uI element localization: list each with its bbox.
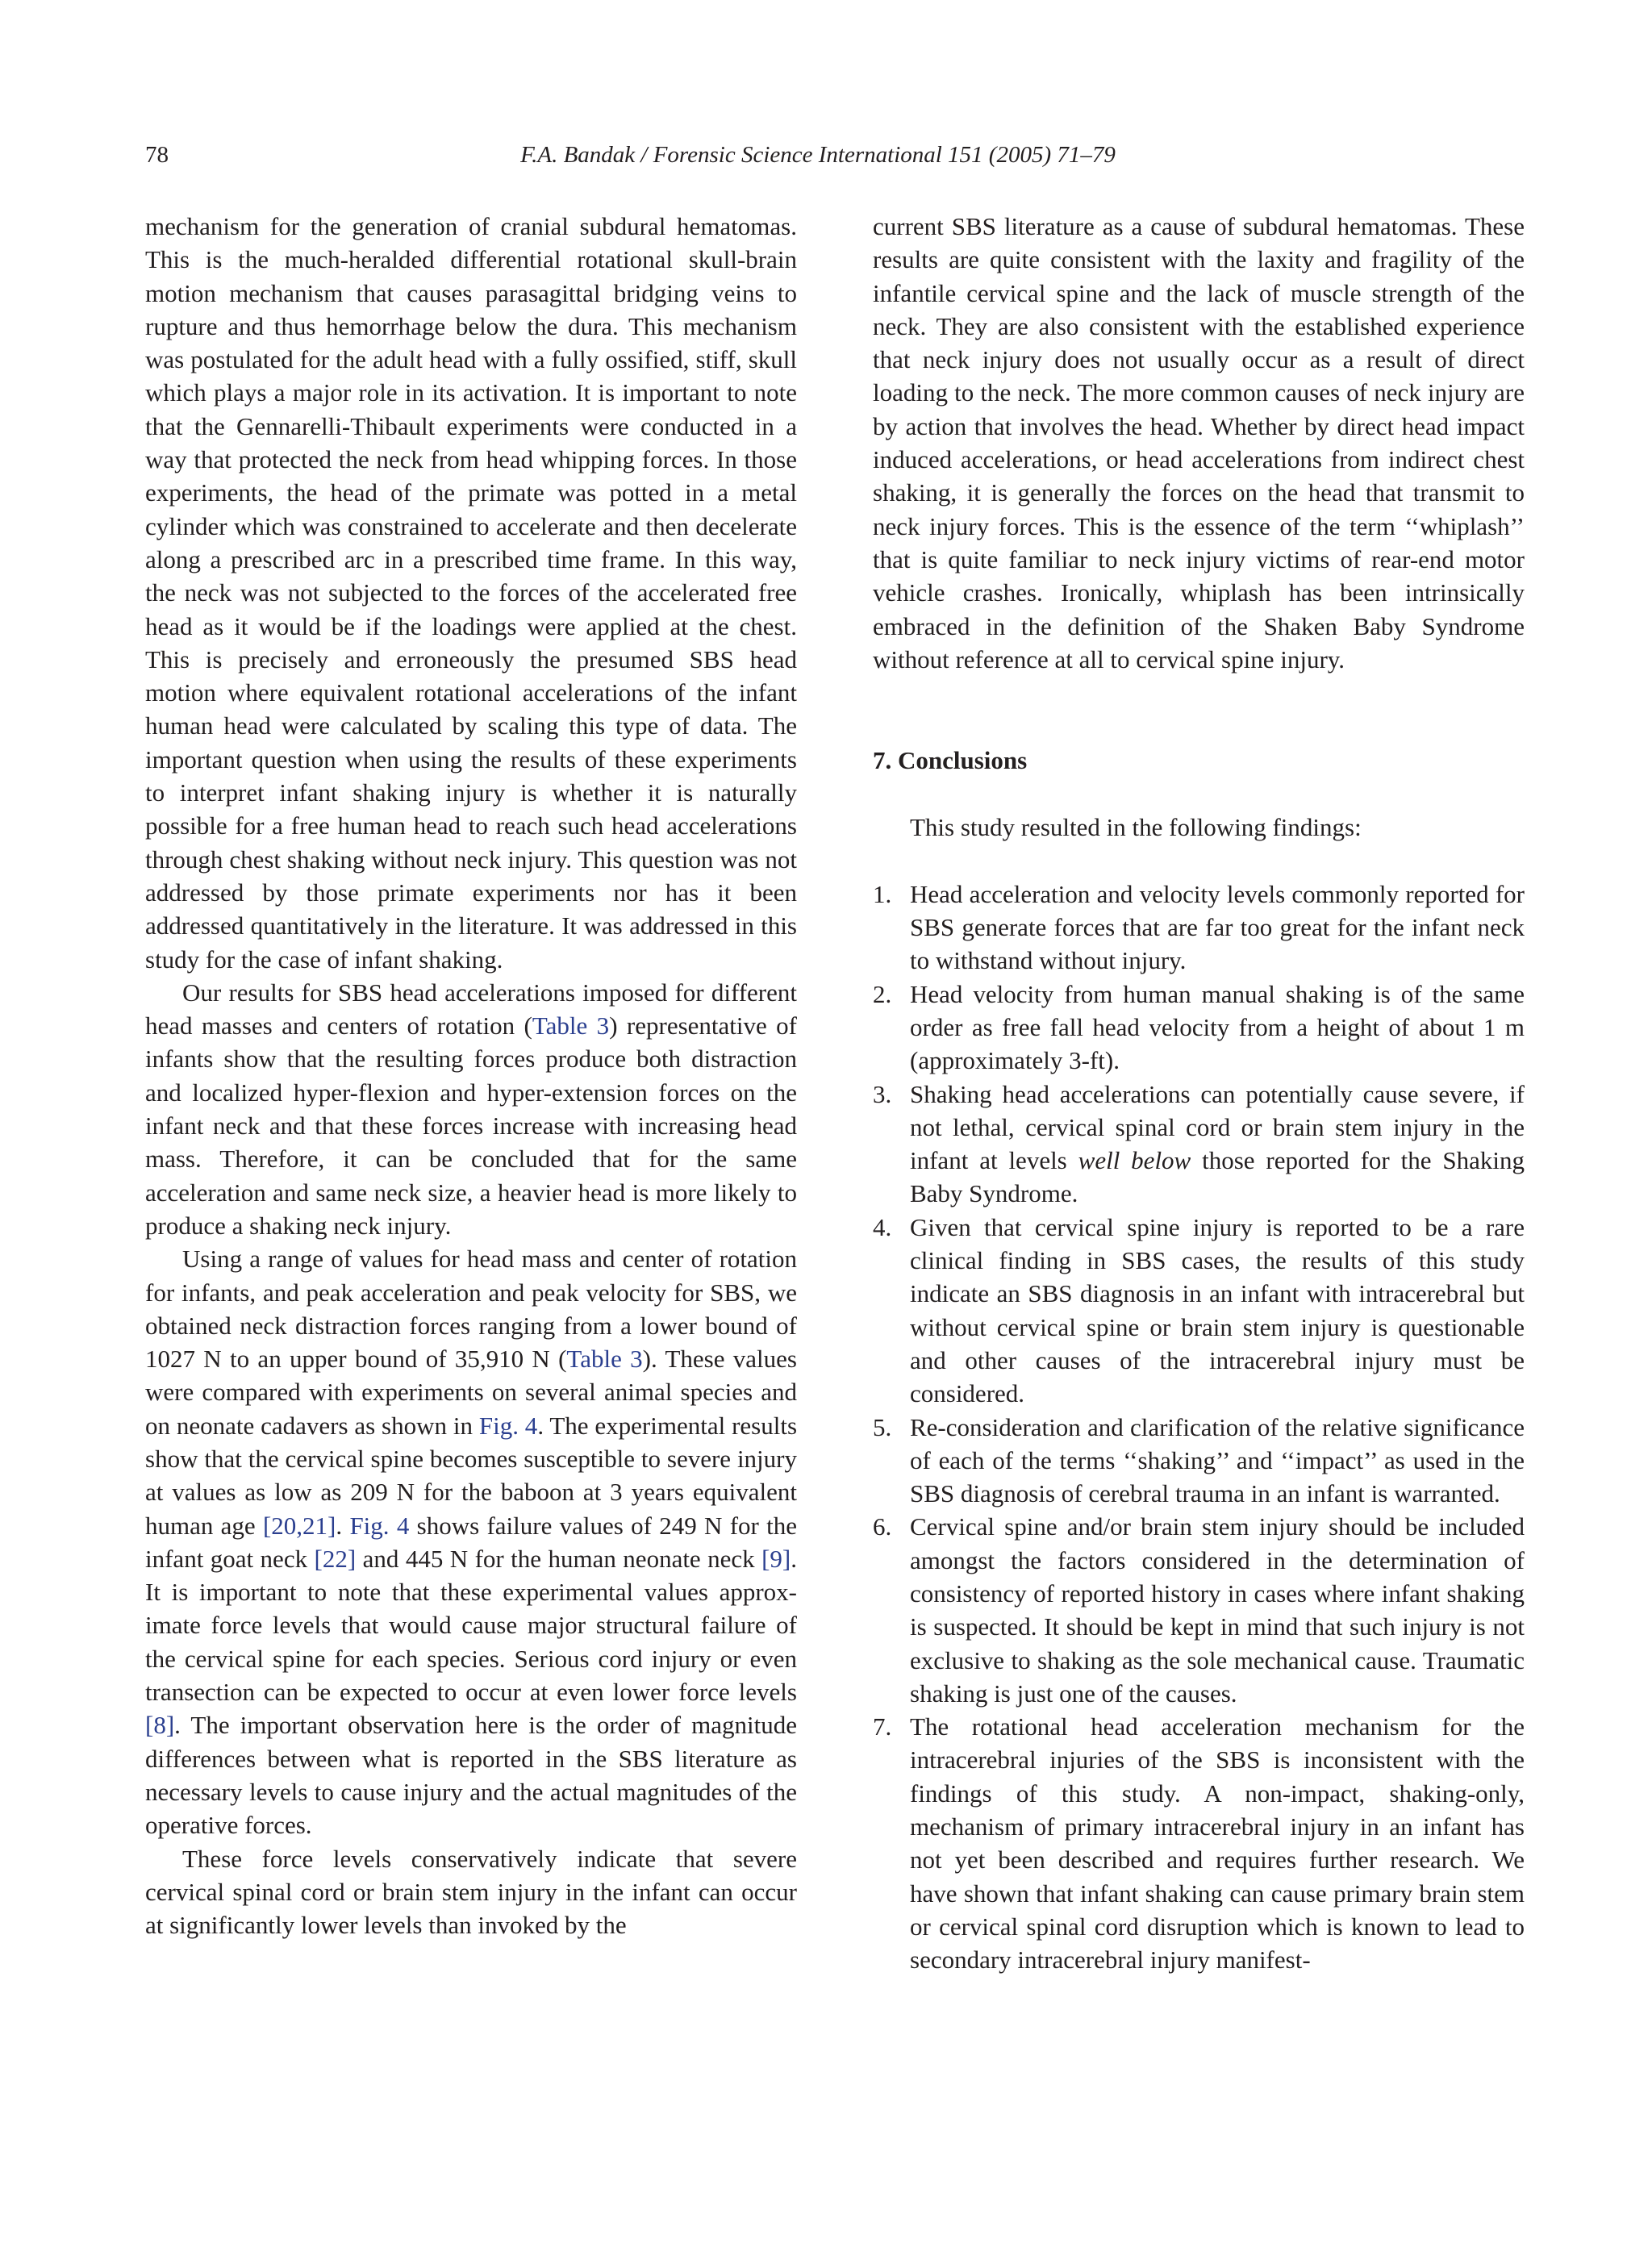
- list-item-text: Given that cervical spine injury is reported to be a rare clinical finding in SBS cases, the results of this study indicate an SBS diagnosis in an infant with intracerebral but without cervical spine or brain stem injury is questionable and other causes of the intracerebral injury must be considered.: [910, 1212, 1525, 1408]
- right-column: [873, 210, 1525, 1977]
- list-number: 7.: [873, 1712, 892, 1741]
- list-item-text: [910, 1080, 1525, 1208]
- list-item-text: Re-consideration and clarification of the relative significance of each of the terms ‘‘shaking’’ and ‘‘impact’’ as used in the SBS diagnosis of cerebral trauma in an infant is warranted.: [910, 1412, 1525, 1508]
- emphasis-text: well below: [1078, 1146, 1191, 1175]
- text-run: .: [336, 1511, 350, 1540]
- findings-list: [873, 878, 1525, 1977]
- right-paragraph-1: current SBS literature as a cause of subdural hematomas. These results are quite consistent with the laxity and fragility of the infantile cervical spine and the lack of muscle strength of the neck. They are also consistent with the established experience that neck injury does not usually occur as a result of direct loading to the neck. The more common causes of neck injury are by action that involves the head. Whether by direct head impact induced accelerations, or head accelerations from indirect chest shaking, it is generally the forces on the head that transmit to neck injury forces. This is the essence of the term ‘‘whiplash’’ that is quite familiar to neck injury victims of rear-end motor vehicle crashes. Ironically, whiplash has been intrinsically embraced in the definition of the Shaken Baby Syndrome without reference at all to cervical spine injury.: [873, 212, 1525, 673]
- left-paragraph-1: mechanism for the generation of cranial subdural hematomas. This is the much-heralded differential rotational skull-brain motion mechanism that causes parasagittal bridging veins to rupture and thus hemorrhage below the dura. This mechanism was postulated for the adult head with a fully ossified, stiff, skull which plays a major role in its activation. It is important to note that the Gennarelli-Thibault experiments were conducted in a way that protected the neck from head whipping forces. In those experiments, the head of the primate was potted in a metal cylinder which was constrained to accelerate and then decelerate along a prescribed arc in a prescribed time frame. In this way, the neck was not subjected to the forces of the accelerated free head as it would be if the loadings were applied at the chest. This is precisely and erroneously the presumed SBS head motion where equivalent rotational accelerations of the infant human head were calculated by scaling this type of data. The important question when using the results of these experiments to interpret infant shaking injury is whether it is naturally possible for a free human head to reach such head accelerations through chest shaking without neck injury. This question was not addressed by those primate experiments nor has it been addressed quantitatively in the literature. It was addressed in this study for the case of infant shaking.: [145, 212, 797, 974]
- list-item: [873, 1211, 1525, 1411]
- text-run: ). These values were compared with experiments on several animal species and on neonate cadavers as shown in: [145, 1345, 797, 1440]
- list-item: [873, 1510, 1525, 1710]
- list-item-text: The rotational head acceleration mechanism for the intracerebral injuries of the SBS is inconsistent with the findings of this study. A non-impact, shaking-only, mechanism of primary intracerebral injury in an infant has not yet been described and requires further research. We have shown that infant shaking can cause primary brain stem or cervical spinal cord disruption which is known to lead to secondary intracerebral injury manifest-: [910, 1712, 1525, 1975]
- running-header: [0, 139, 1652, 171]
- left-paragraph-2: [145, 976, 797, 1242]
- section-heading-conclusions: 7. Conclusions: [873, 746, 1028, 775]
- text-run: Shaking head accelerations can potentially cause severe, if not lethal, cervical spinal cord or brain stem injury in the infant at levels: [910, 1079, 1525, 1175]
- page-number: 78: [145, 142, 169, 168]
- text-run: and 445 N for the human neonate neck: [356, 1544, 762, 1573]
- fig-4-link[interactable]: Fig. 4: [478, 1411, 538, 1440]
- text-run: ) representative of infants show that the resulting forces produce both distraction and localized hyper-flexion and hyper-extension forces on the infant neck and that these forces increase with increasing head mass. Therefore, it can be concluded that for the same acceleration and same neck size, a heavier head is more likely to produce a shaking neck injury.: [145, 1011, 797, 1240]
- list-item-text: Head velocity from human manual shaking is of the same order as free fall head velocity from a height of about 1 m (approximately 3-ft).: [910, 979, 1525, 1075]
- conclusions-intro: This study resulted in the following findings:: [910, 813, 1362, 842]
- text-run: Using a range of values for head mass and center of rotation for infants, and peak acceleration and peak velocity for SBS, we obtained neck distraction forces ranging from a lower bound of 1027 N to an upper bound of 35,910 N (: [145, 1245, 797, 1374]
- text-run: those reported for the Shaking Baby Syndrome.: [910, 1146, 1525, 1208]
- table-3-link[interactable]: Table 3: [532, 1011, 610, 1040]
- left-paragraph-4: These force levels conservatively indicate that severe cervical spinal cord or brain stem injury in the infant can occur at significantly lower levels than invoked by the: [145, 1844, 797, 1940]
- fig-4-link[interactable]: Fig. 4: [349, 1511, 410, 1540]
- list-item-text: Cervical spine and/or brain stem injury should be included amongst the factors considered in the determination of consistency of reported history in cases where infant shaking is suspected. It should be kept in mind that such injury is not exclusive to shaking as the sole mechanical cause. Traumatic shaking is just one of the causes.: [910, 1512, 1525, 1708]
- running-title: F.A. Bandak / Forensic Science International 151 (2005) 71–79: [520, 142, 1116, 168]
- list-item: [873, 878, 1525, 978]
- list-item: [873, 1078, 1525, 1211]
- list-item: [873, 1411, 1525, 1511]
- citation-link[interactable]: [9]: [761, 1544, 791, 1573]
- text-run: . It is important to note that these experimental values approximate force levels that would cause major structural failure of the cervical spine for each species. Serious cord injury or even transection can be expected to occur at even lower force levels: [145, 1544, 798, 1707]
- list-number: 3.: [873, 1079, 892, 1108]
- text-run: shows failure values of 249 N for the infant goat neck: [145, 1511, 798, 1573]
- list-number: 2.: [873, 979, 892, 1008]
- list-item: [873, 978, 1525, 1078]
- list-number: 1.: [873, 879, 892, 908]
- text-run: . The experimental results show that the cervical spine becomes susceptible to severe injury at values as low as 209 N for the baboon at 3 years equivalent human age: [145, 1411, 798, 1540]
- left-column: [145, 210, 797, 1941]
- list-number: 6.: [873, 1512, 892, 1541]
- list-item-text: Head acceleration and velocity levels commonly reported for SBS generate forces that are far too great for the infant neck to withstand without injury.: [910, 879, 1525, 975]
- text-run: Our results for SBS head accelerations imposed for different head masses and centers of rotation (: [145, 978, 797, 1040]
- left-paragraph-3: [145, 1242, 797, 1841]
- list-number: 5.: [873, 1412, 892, 1441]
- list-number: 4.: [873, 1212, 892, 1241]
- citation-link[interactable]: [20,21]: [262, 1511, 336, 1540]
- list-item: [873, 1710, 1525, 1976]
- citation-link[interactable]: [22]: [314, 1544, 357, 1573]
- table-3-link[interactable]: Table 3: [566, 1345, 643, 1374]
- citation-link[interactable]: [8]: [145, 1711, 175, 1740]
- text-run: . The important observation here is the order of magnitude differences between what is reported in the SBS literature as necessary levels to cause injury and the actual magnitudes of the operative forces.: [145, 1711, 797, 1840]
